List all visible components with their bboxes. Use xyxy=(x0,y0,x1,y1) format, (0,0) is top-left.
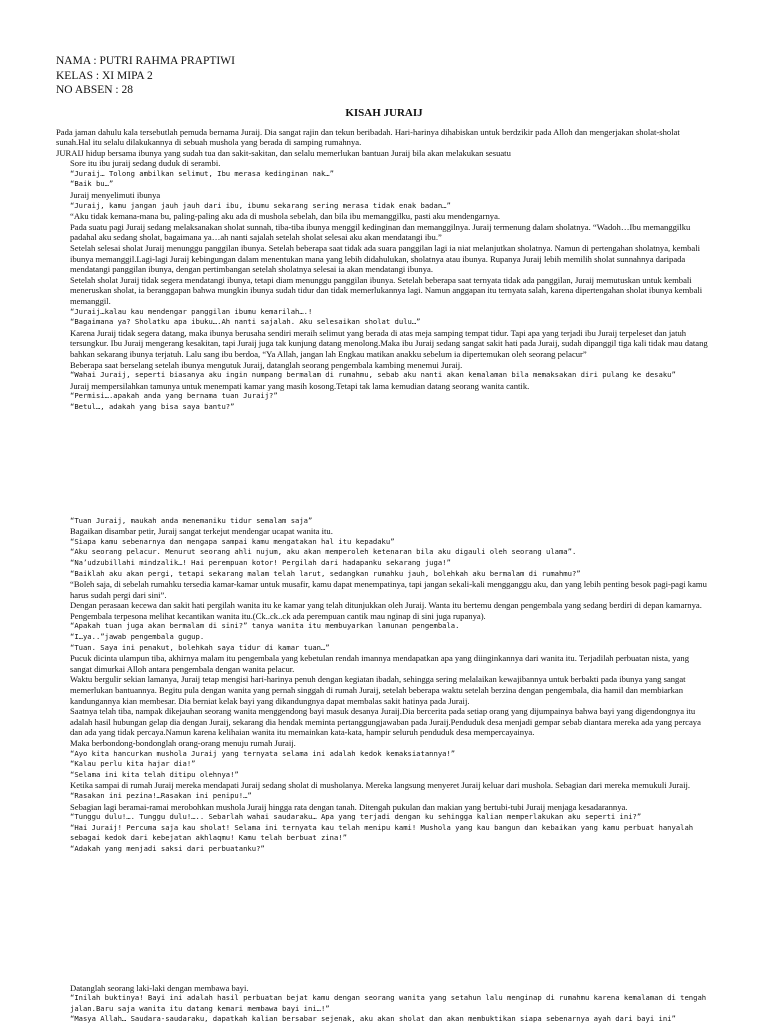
paragraph: Dengan perasaan kecewa dan sakit hati pergilah wanita itu ke kamar yang telah ditunjukkan oleh Juraij. Wanta itu bertemu dengan pengembala yang sedang berdiri di depan kamarnya. Pengembala terpesona melihat kecantikan wanita itu.(Ck..ck..ck ada perempuan cantik mau nginap di sini juga rupanya). xyxy=(70,600,702,621)
dialogue-line: “Bagaimana ya? Sholatku apa ibuku….Ah nanti sajalah. Aku selesaikan sholat dulu…” xyxy=(70,317,421,327)
dialogue-line: “Baiklah aku akan pergi, tetapi sekarang malam telah larut, sedangkan rumahku jauh, bolehkah aku bermalam di rumahmu?” xyxy=(70,568,581,578)
paragraph: Juraij mempersilahkan tamunya untuk menempati kamar yang masih kosong.Tetapi tak lama kemudian datang seorang wanita cantik. xyxy=(70,380,530,391)
dialogue-line: “Masya Allah… Saudara-saudaraku, dapatkah kalian bersabar sejenak, aku akan sholat dan akan membuktikan siapa sebenarnya ayah dari bayi ini” xyxy=(70,1014,676,1024)
dialogue-line: “Apakah tuan juga akan bermalam di sini?” tanya wanita itu membuyarkan lamunan pengembala. xyxy=(70,621,460,631)
paragraph: Setelah sholat Juraij tidak segera mendatangi ibunya, tetapi diam menunggu panggilan ibunya. Setelah beberapa saat ternyata tidak ada panggilan, Juraij memutuskan untuk kembali meneruskan sholat, ia beranggapan bahwa mungkin ibunya sudah tidur dan tidak memerlukannya lagi. Namun anggapan itu ternyata salah, karena dipertengahan sholat ibunya kembali memanggil. xyxy=(70,274,703,306)
story-section-2 xyxy=(56,516,712,855)
dialogue-line: “Ayo kita hancurkan mushola Juraij yang ternyata selama ini adalah kedok kemaksiatannya!” xyxy=(70,748,456,758)
story-title: KISAH JURAIJ xyxy=(345,106,423,119)
dialogue-line: “Baik bu…” xyxy=(70,179,114,189)
paragraph: Waktu bergulir sekian lamanya, Juraij tetap mengisi hari-harinya penuh dengan kegiatan ibadah, sehingga sering melalaikan kewajibannya untuk berbakti pada ibunya yang sangat memerlukan bantuannya. Begitu pula dengan wanita yang pernah singgah di rumah Juraij, setelah beberapa waktu setelah berzina dengan pengembala, dia hamil dan membiarkan kandungannya kian membesar. Dia berniat kelak bayi yang dikandungnya dapat membalas sakit hatinya pada Juraij. xyxy=(70,674,686,706)
paragraph: Maka berbondong-bondonglah orang-orang menuju rumah Juraij. xyxy=(70,738,296,748)
story-section-1 xyxy=(56,127,712,413)
dialogue-line: “Tuan. Saya ini penakut, bolehkah saya tidur di kamar tuan…” xyxy=(70,642,330,652)
dialogue-line: “Na’udzubillahi mindzalik…! Hai perempuan kotor! Pergilah dari hadapanku sekarang juga!” xyxy=(70,557,451,567)
blank-space xyxy=(56,855,712,983)
student-class: KELAS : XI MIPA 2 xyxy=(56,69,153,82)
blank-space xyxy=(56,413,712,516)
paragraph: Pada jaman dahulu kala tersebutlah pemuda bernama Juraij. Dia sangat rajin dan tekun beribadah. Hari-harinya dihabiskan untuk berdzikir pada Alloh dan mengerjakan sholat-sholat sunah.Hal itu selalu dilakukannya di sebuah mushola yang berada di samping rumahnya. xyxy=(56,126,680,148)
dialogue-line: “Juraij… Tolong ambilkan selimut, Ibu merasa kedinginan nak…” xyxy=(70,168,334,178)
paragraph: Sore itu ibu juraij sedang duduk di serambi. xyxy=(70,158,221,169)
header-block xyxy=(56,54,712,98)
paragraph: Beberapa saat berselang setelah ibunya mengutuk Juraij, datanglah seorang pengembala kambing menemui Juraij. xyxy=(70,359,463,370)
paragraph: Sebagian lagi beramai-ramai merobohkan mushola Juraij hingga rata dengan tanah. Ditengah pukulan dan makian yang bertubi-tubi Juraij menjaga kesadarannya. xyxy=(70,801,628,812)
paragraph: Karena Juraij tidak segera datang, maka ibunya berusaha sendiri meraih selimut yang berada di atas meja samping tempat tidur. Tapi apa yang terjadi ibu Juraij terpeleset dan jatuh tersungkur. Ibu Juraij mengerang kesakitan, tapi Juraij juga tak kunjung datang menolong.Maka ibu Juraij sedang sangat sakit hati pada Juraij, sudah dipanggil tiga kali tidak mau datang bahkan sekarang ibunya terjatuh. Lalu sang ibu berdoa, “Ya Allah, jangan lah Engkau matikan anakku sebelum ia dipertemukan oleh seorang pelacur” xyxy=(70,327,708,359)
paragraph: Ketika sampai di rumah Juraij mereka mendapati Juraij sedang sholat di musholanya. Mereka langsung menyeret Juraij keluar dari mushola. Sebagian dari mereka memukuli Juraij. xyxy=(70,780,690,791)
dialogue-line: “I…ya..”jawab pengembala gugup. xyxy=(70,632,205,642)
dialogue-line: “Adakah yang menjadi saksi dari perbuatanku?” xyxy=(70,843,265,853)
dialogue-line: “Selama ini kita telah ditipu olehnya!” xyxy=(70,769,239,779)
paragraph: Setelah selesai sholat Juraij menunggu panggilan ibunya. Setelah beberapa saat tidak ada suara panggilan lagi ia niat melanjutkan sholatnya. Namun di pertengahan sholatnya, kembali ibunya memanggil.Lagi-lagi Juraij kebingungan dalam menentukan mana yang lebih didahulukan, sholatnya atau ibunya. Rupanya Juraij lebih memilih sholat sunnahnya daripada mendatangi panggilan ibunya, dengan pertimbangan setelah sholatnya selesai ia akan mendatangi ibunya. xyxy=(70,243,701,275)
student-name: NAMA : PUTRI RAHMA PRAPTIWI xyxy=(56,55,235,67)
dialogue-line: “Aku seorang pelacur. Menurut seorang ahli nujum, aku akan memperoleh ketenaran bila aku digauli oleh seorang ulama”. xyxy=(70,547,577,557)
student-absen: NO ABSEN : 28 xyxy=(56,84,133,96)
dialogue-line: “Wahai Juraij, seperti biasanya aku ingin numpang bermalam di rumahmu, sebab aku nanti akan kemalaman bila memaksakan diri pulang ke desaku” xyxy=(70,370,676,380)
dialogue-line: “Boleh saja, di sebelah rumahku tersedia kamar-kamar untuk musafir, kamu dapat menempatinya, tapi jangan sekali-kali mengganggu aku, dan yang lebih penting besok pagi-pagi kamu harus sudah pergi dari sini”. xyxy=(70,579,707,600)
dialogue-line: “Betul…, adakah yang bisa saya bantu?” xyxy=(70,401,235,411)
dialogue-line: “Hai Juraij! Percuma saja kau sholat! Selama ini ternyata kau telah menipu kami! Mushola yang kau bangun dan kebaikan yang kamu perbuat hanyalah sebagai kedok dari kebejatan akhlaqmu! Kamu telah berbuat zina!” xyxy=(70,822,694,843)
dialogue-line: “Juraij…kalau kau mendengar panggilan ibumu kemarilah….! xyxy=(70,306,313,316)
dialogue-line: “Juraij, kamu jangan jauh jauh dari ibu, ibumu sekarang sering merasa tidak enak badan…” xyxy=(70,200,451,210)
dialogue-line: “Inilah buktinya! Bayi ini adalah hasil perbuatan bejat kamu dengan seorang wanita yang setahun lalu menginap di rumahmu karena kemalaman di tengah jalan.Baru saja wanita itu datang kemari membawa bayi ini…!” xyxy=(70,993,707,1013)
dialogue-line: “Tuan Juraij, maukah anda menemaniku tidur semalam saja” xyxy=(70,515,313,525)
dialogue-line: “Aku tidak kemana-mana bu, paling-paling aku ada di mushola sebelah, dan bila ibu memanggilku, pasti aku mendengarnya. xyxy=(70,211,501,222)
paragraph: Pucuk dicinta ulampun tiba, akhirnya malam itu pengembala yang kebetulan rendah imannya mendapatkan apa yang diinginkannya dari wanita itu. Terjadilah perbuatan nista, yang sangat dimurkai Alloh antara pengembala dengan wanita pelacur. xyxy=(70,653,689,674)
dialogue-line: “Tunggu dulu!…. Tunggu dulu!….. Sebarlah wahai saudaraku… Apa yang terjadi dengan ku sehingga kalian memperlakukan aku seperti ini?” xyxy=(70,812,642,822)
paragraph: Pada suatu pagi Juraij sedang melaksanakan sholat sunnah, tiba-tiba ibunya menggil kedinginan dan memanggilnya. Juraij termenung dalam sholatnya. “Wadoh…Ibu memanggilku padahal aku sedang sholat, bagaimana ya…ah nanti sajalah setelah sholat selesai aku akan mendatangi ibu.” xyxy=(70,221,691,243)
paragraph: JURAIJ hidup bersama ibunya yang sudah tua dan sakit-sakitan, dan selalu memerlukan bantuan Juraij bila akan melakukan sesuatu xyxy=(56,147,511,158)
paragraph: Datanglah seorang laki-laki dengan membawa bayi. xyxy=(70,982,249,993)
dialogue-line: “Rasakan ini pezina!…Rasakan ini penipu!…” xyxy=(70,790,252,800)
dialogue-line: “Kalau perlu kita hajar dia!” xyxy=(70,759,196,769)
paragraph: Bagaikan disambar petir, Juraij sangat terkejut mendengar ucapat wanita itu. xyxy=(70,526,333,537)
paragraph: Juraij menyelimuti ibunya xyxy=(70,190,161,201)
paragraph: Saatnya telah tiba, nampak dikejauhan seorang wanita menggendong bayi masuk desanya Juraij.Dia bercerita pada setiap orang yang dijumpainya bahwa bayi yang digendongnya itu adalah hasil hubungan gelap dia dengan Juraij, sekarang dia hendak meminta pertanggungjawaban pada Juraij.Penduduk desa menjadi gempar sebab diantara mereka ada yang percaya dan ada yang tidak percaya.Namun karena kelihaian wanita itu memainkan kata-kata, hampir seluruh penduduk desa mempercayainya. xyxy=(70,706,701,738)
dialogue-line: “Siapa kamu sebenarnya dan mengapa sampai kamu mengatakan hal itu kepadaku” xyxy=(70,536,395,546)
dialogue-line: “Permisi….apakah anda yang bernama tuan Juraij?” xyxy=(70,391,278,401)
story-section-3 xyxy=(56,983,712,1025)
